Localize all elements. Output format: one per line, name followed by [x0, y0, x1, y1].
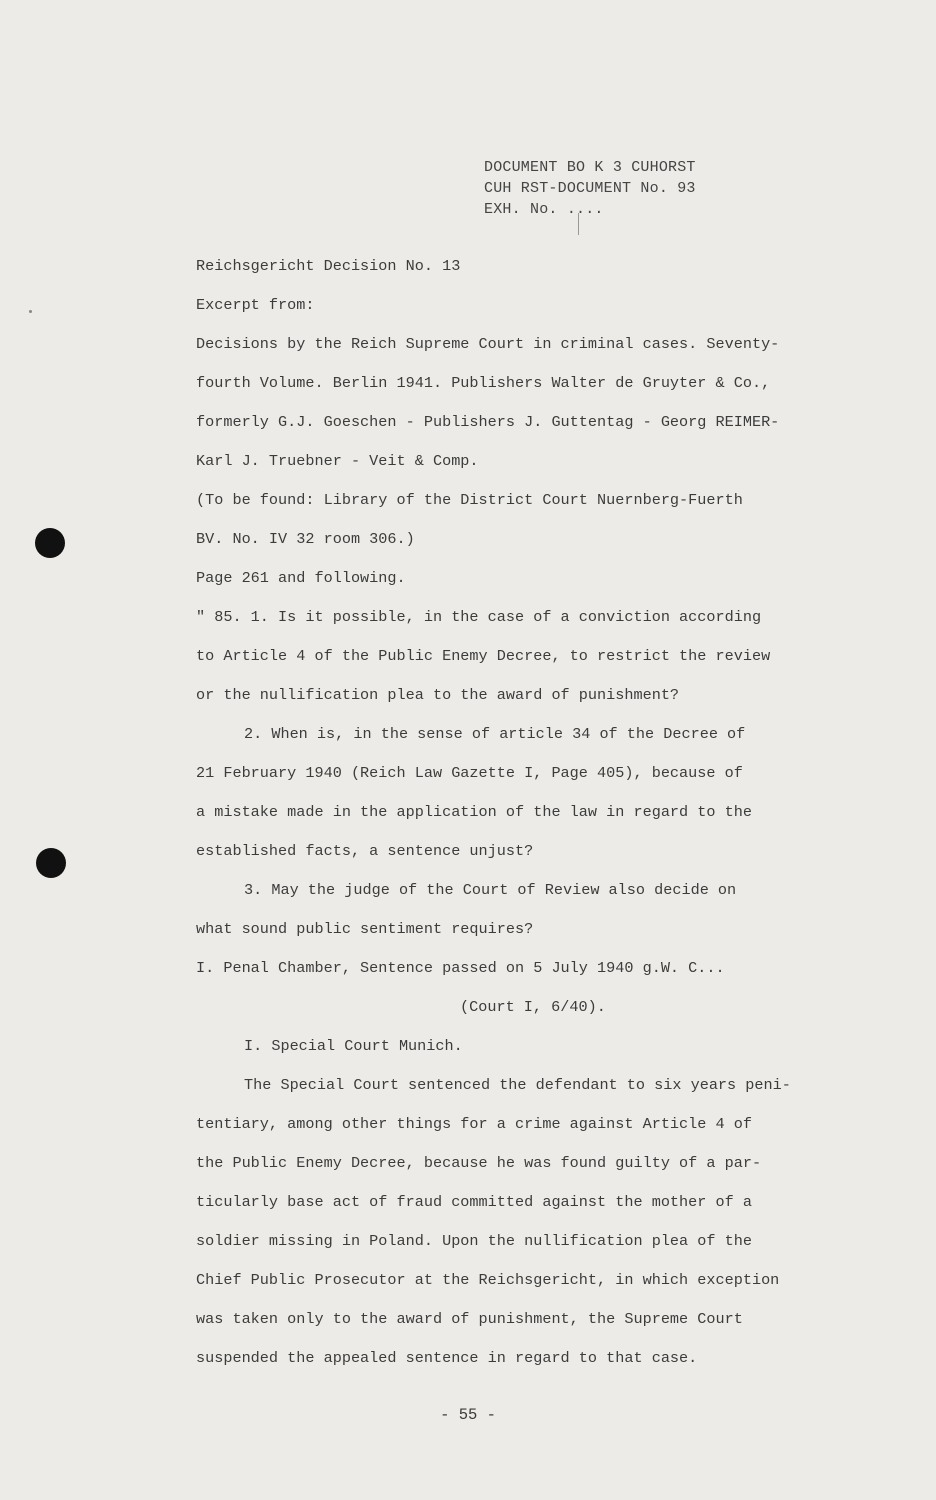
punch-hole-top [35, 528, 65, 558]
decision-title: Reichsgericht Decision No. 13 [196, 257, 461, 275]
text-line: was taken only to the award of punishment, the Supreme Court [196, 1310, 743, 1328]
text-line: a mistake made in the application of the law in regard to the [196, 803, 752, 821]
text-line: formerly G.J. Goeschen - Publishers J. Guttentag - Georg REIMER- [196, 413, 780, 431]
text-line: suspended the appealed sentence in regard to that case. [196, 1349, 698, 1367]
punch-hole-bottom [36, 848, 66, 878]
text-line: or the nullification plea to the award of punishment? [196, 686, 680, 704]
text-line: ticularly base act of fraud committed against the mother of a [196, 1193, 752, 1211]
text-line: the Public Enemy Decree, because he was found guilty of a par- [196, 1154, 762, 1172]
text-line: 3. May the judge of the Court of Review also decide on [244, 881, 737, 899]
text-line: I. Special Court Munich. [244, 1037, 463, 1055]
text-line: Decisions by the Reich Supreme Court in criminal cases. Seventy- [196, 335, 780, 353]
text-line: fourth Volume. Berlin 1941. Publishers Walter de Gruyter & Co., [196, 374, 771, 392]
text-line: established facts, a sentence unjust? [196, 842, 534, 860]
text-line: Page 261 and following. [196, 569, 406, 587]
text-line: (To be found: Library of the District Court Nuernberg-Fuerth [196, 491, 743, 509]
page-number: - 55 - [440, 1406, 496, 1424]
text-line: " 85. 1. Is it possible, in the case of a conviction according [196, 608, 762, 626]
text-line: tentiary, among other things for a crime against Article 4 of [196, 1115, 752, 1133]
text-line: 21 February 1940 (Reich Law Gazette I, Page 405), because of [196, 764, 743, 782]
document-body [196, 254, 826, 1385]
text-line: I. Penal Chamber, Sentence passed on 5 July 1940 g.W. C... [196, 959, 725, 977]
text-line: Chief Public Prosecutor at the Reichsgericht, in which exception [196, 1271, 780, 1289]
text-line: BV. No. IV 32 room 306.) [196, 530, 415, 548]
document-header [484, 157, 696, 220]
text-line: soldier missing in Poland. Upon the nullification plea of the [196, 1232, 752, 1250]
text-line: Karl J. Truebner - Veit & Comp. [196, 452, 479, 470]
header-line-1: DOCUMENT BO K 3 CUHORST [484, 159, 696, 176]
text-line: what sound public sentiment requires? [196, 920, 534, 938]
text-line: to Article 4 of the Public Enemy Decree, to restrict the review [196, 647, 771, 665]
header-line-2: CUH RST-DOCUMENT No. 93 [484, 180, 696, 197]
excerpt-label: Excerpt from: [196, 296, 315, 314]
header-line-3: EXH. No. .... [484, 201, 604, 218]
text-line: The Special Court sentenced the defendant to six years peni- [244, 1076, 791, 1094]
text-line: 2. When is, in the sense of article 34 of the Decree of [244, 725, 746, 743]
text-line: (Court I, 6/40). [460, 998, 606, 1016]
paper-speck [29, 310, 32, 313]
